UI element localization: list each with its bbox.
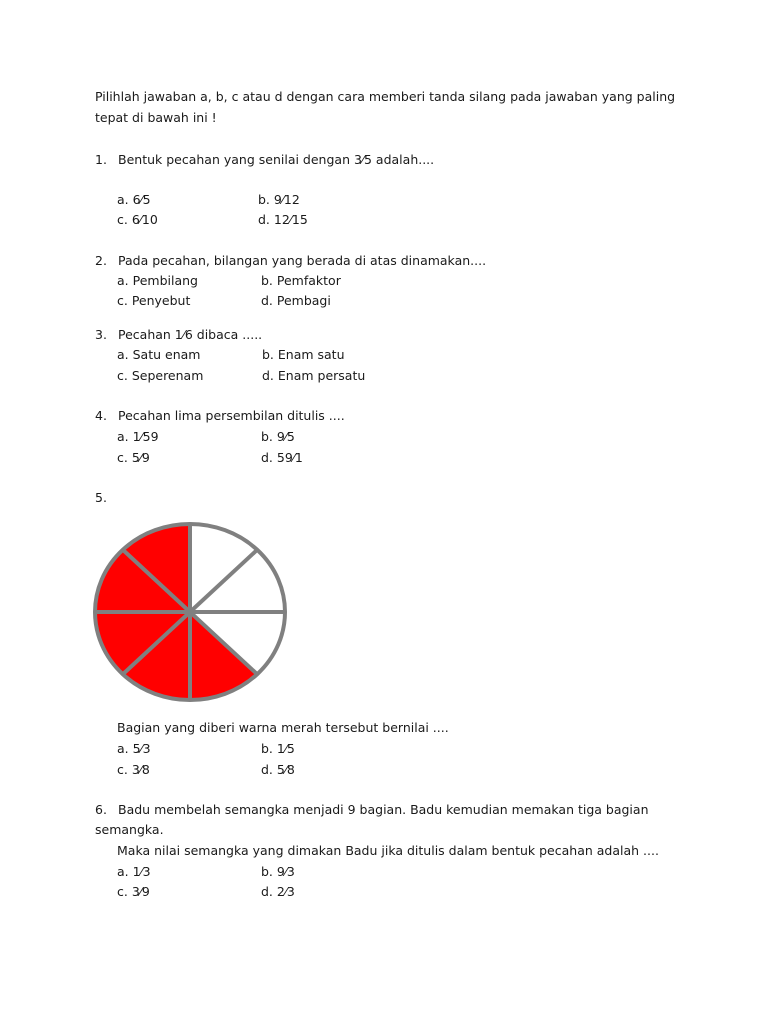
q5-option-a[interactable]: a. 5⁄3 <box>117 741 151 756</box>
q1-number: 1. <box>95 152 107 167</box>
q2-option-c[interactable]: c. Penyebut <box>117 293 191 308</box>
q2-number: 2. <box>95 253 107 268</box>
q5-option-b[interactable]: b. 1⁄5 <box>261 741 295 756</box>
q1-option-d[interactable]: d. 12⁄15 <box>258 212 308 227</box>
q2-option-d[interactable]: d. Pembagi <box>261 293 331 308</box>
q4-option-b[interactable]: b. 9⁄5 <box>261 429 295 444</box>
instructions-line-2: tepat di bawah ini ! <box>95 110 217 125</box>
q2-option-a[interactable]: a. Pembilang <box>117 273 198 288</box>
q5-option-d[interactable]: d. 5⁄8 <box>261 762 295 777</box>
q6-number: 6. <box>95 802 107 817</box>
q3-option-a[interactable]: a. Satu enam <box>117 347 201 362</box>
q5-number: 5. <box>95 490 107 505</box>
instructions-line-1: Pilihlah jawaban a, b, c atau d dengan cara memberi tanda silang pada jawaban yang paling <box>95 89 676 104</box>
q3-option-d[interactable]: d. Enam persatu <box>262 368 366 383</box>
q2-text: Pada pecahan, bilangan yang berada di atas dinamakan.... <box>118 253 487 268</box>
q1-text: Bentuk pecahan yang senilai dengan 3⁄5 adalah.... <box>118 152 435 167</box>
q2-option-b[interactable]: b. Pemfaktor <box>261 273 341 288</box>
q4-option-d[interactable]: d. 59⁄1 <box>261 450 303 465</box>
q6-option-d[interactable]: d. 2⁄3 <box>261 884 295 899</box>
q6-text-line-2: semangka. <box>95 822 164 837</box>
q1-option-c[interactable]: c. 6⁄10 <box>117 212 158 227</box>
fraction-pie-diagram <box>88 518 292 708</box>
q1-option-a[interactable]: a. 6⁄5 <box>117 192 151 207</box>
q1-option-b[interactable]: b. 9⁄12 <box>258 192 300 207</box>
q5-text: Bagian yang diberi warna merah tersebut bernilai .... <box>117 720 449 735</box>
q6-option-b[interactable]: b. 9⁄3 <box>261 864 295 879</box>
q4-option-a[interactable]: a. 1⁄59 <box>117 429 159 444</box>
q6-text-line-1: Badu membelah semangka menjadi 9 bagian. Badu kemudian memakan tiga bagian <box>118 802 649 817</box>
q3-option-b[interactable]: b. Enam satu <box>262 347 345 362</box>
q5-option-c[interactable]: c. 3⁄8 <box>117 762 150 777</box>
q6-option-a[interactable]: a. 1⁄3 <box>117 864 151 879</box>
q6-text-line-3: Maka nilai semangka yang dimakan Badu jika ditulis dalam bentuk pecahan adalah .... <box>117 843 659 858</box>
q4-text: Pecahan lima persembilan ditulis .... <box>118 408 345 423</box>
q4-option-c[interactable]: c. 5⁄9 <box>117 450 150 465</box>
q3-number: 3. <box>95 327 107 342</box>
q3-text: Pecahan 1⁄6 dibaca ..... <box>118 327 263 342</box>
q3-option-c[interactable]: c. Seperenam <box>117 368 204 383</box>
q4-number: 4. <box>95 408 107 423</box>
q6-option-c[interactable]: c. 3⁄9 <box>117 884 150 899</box>
